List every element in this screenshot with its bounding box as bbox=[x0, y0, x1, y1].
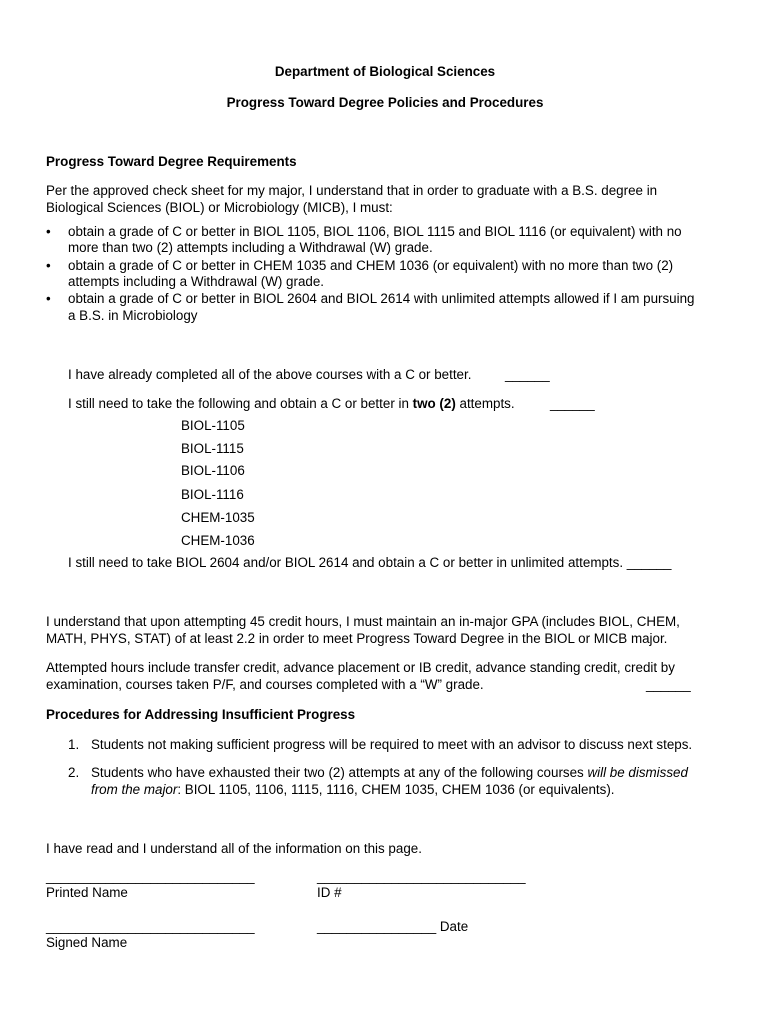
bullet-marker: • bbox=[46, 258, 51, 273]
bullet-3-line2: a B.S. in Microbiology bbox=[68, 308, 198, 323]
date-label: Date bbox=[436, 919, 469, 934]
course-item: CHEM-1036 bbox=[181, 533, 255, 548]
requirements-intro-line1: Per the approved check sheet for my major, I understand that in order to graduate with a B.S. degree in bbox=[46, 183, 658, 198]
completed-statement: I have already completed all of the above courses with a C or better. bbox=[68, 367, 472, 382]
procedure-1-text: Students not making sufficient progress will be required to meet with an advisor to discuss next steps. bbox=[91, 737, 693, 752]
procedure-2-line2: from the major: BIOL 1105, 1106, 1115, 1116, CHEM 1035, CHEM 1036 (or equivalents). bbox=[91, 782, 615, 797]
course-item: BIOL-1115 bbox=[181, 441, 244, 456]
department-title: Department of Biological Sciences bbox=[274, 64, 496, 79]
bullet-1-line1: obtain a grade of C or better in BIOL 1105, BIOL 1106, BIOL 1115 and BIOL 1116 (or equivalent) with no bbox=[68, 224, 682, 239]
bullet-2-line1: obtain a grade of C or better in CHEM 1035 and CHEM 1036 (or equivalent) with no more than two (2) bbox=[68, 258, 674, 273]
procedures-heading: Procedures for Addressing Insufficient Progress bbox=[46, 707, 356, 722]
course-item: BIOL-1105 bbox=[181, 418, 245, 433]
attempted-line1: Attempted hours include transfer credit, advance placement or IB credit, advance standing credit, credit by bbox=[46, 660, 675, 675]
gpa-line1: I understand that upon attempting 45 credit hours, I must maintain an in-major GPA (includes BIOL, CHEM, bbox=[46, 614, 680, 629]
course-item: BIOL-1106 bbox=[181, 463, 245, 478]
signed-name-label: Signed Name bbox=[46, 935, 128, 950]
id-line[interactable]: ____________________________ bbox=[317, 869, 526, 884]
bullet-2-line2: attempts including a Withdrawal (W) grade. bbox=[68, 274, 325, 289]
bullet-3-line1: obtain a grade of C or better in BIOL 2604 and BIOL 2614 with unlimited attempts allowed if I am pursuing bbox=[68, 291, 695, 306]
bullet-marker: • bbox=[46, 224, 51, 239]
gpa-line2: MATH, PHYS, STAT) of at least 2.2 in order to meet Progress Toward Degree in the BIOL or MICB major. bbox=[46, 631, 668, 646]
attempted-blank[interactable]: ______ bbox=[646, 677, 691, 692]
bullet-1-line2: more than two (2) attempts including a Withdrawal (W) grade. bbox=[68, 240, 433, 255]
course-item: BIOL-1116 bbox=[181, 487, 244, 502]
course-item: CHEM-1035 bbox=[181, 510, 255, 525]
procedure-1-number: 1. bbox=[68, 737, 80, 752]
signature-line[interactable]: ____________________________ bbox=[46, 919, 255, 934]
unlimited-statement: I still need to take BIOL 2604 and/or BIOL 2614 and obtain a C or better in unlimited attempts. ______ bbox=[68, 555, 672, 570]
date-line[interactable]: ________________ bbox=[317, 919, 437, 934]
completed-blank[interactable]: ______ bbox=[505, 367, 550, 382]
id-label: ID # bbox=[317, 885, 342, 900]
procedure-2-number: 2. bbox=[68, 765, 80, 780]
printed-name-line[interactable]: ____________________________ bbox=[46, 869, 255, 884]
requirements-heading: Progress Toward Degree Requirements bbox=[46, 154, 297, 169]
page-subtitle: Progress Toward Degree Policies and Procedures bbox=[226, 95, 544, 110]
procedure-2-line1: Students who have exhausted their two (2) attempts at any of the following courses will be dismissed bbox=[91, 765, 688, 780]
printed-name-label: Printed Name bbox=[46, 885, 128, 900]
requirements-intro-line2: Biological Sciences (BIOL) or Microbiology (MICB), I must: bbox=[46, 200, 393, 215]
date-field bbox=[317, 919, 468, 935]
still-need-statement: I still need to take the following and obtain a C or better in two (2) attempts. bbox=[68, 396, 515, 411]
attempted-line2: examination, courses taken P/F, and courses completed with a “W” grade. bbox=[46, 677, 484, 692]
still-need-blank[interactable]: ______ bbox=[550, 396, 595, 411]
bullet-marker: • bbox=[46, 291, 51, 306]
read-statement: I have read and I understand all of the information on this page. bbox=[46, 841, 422, 856]
